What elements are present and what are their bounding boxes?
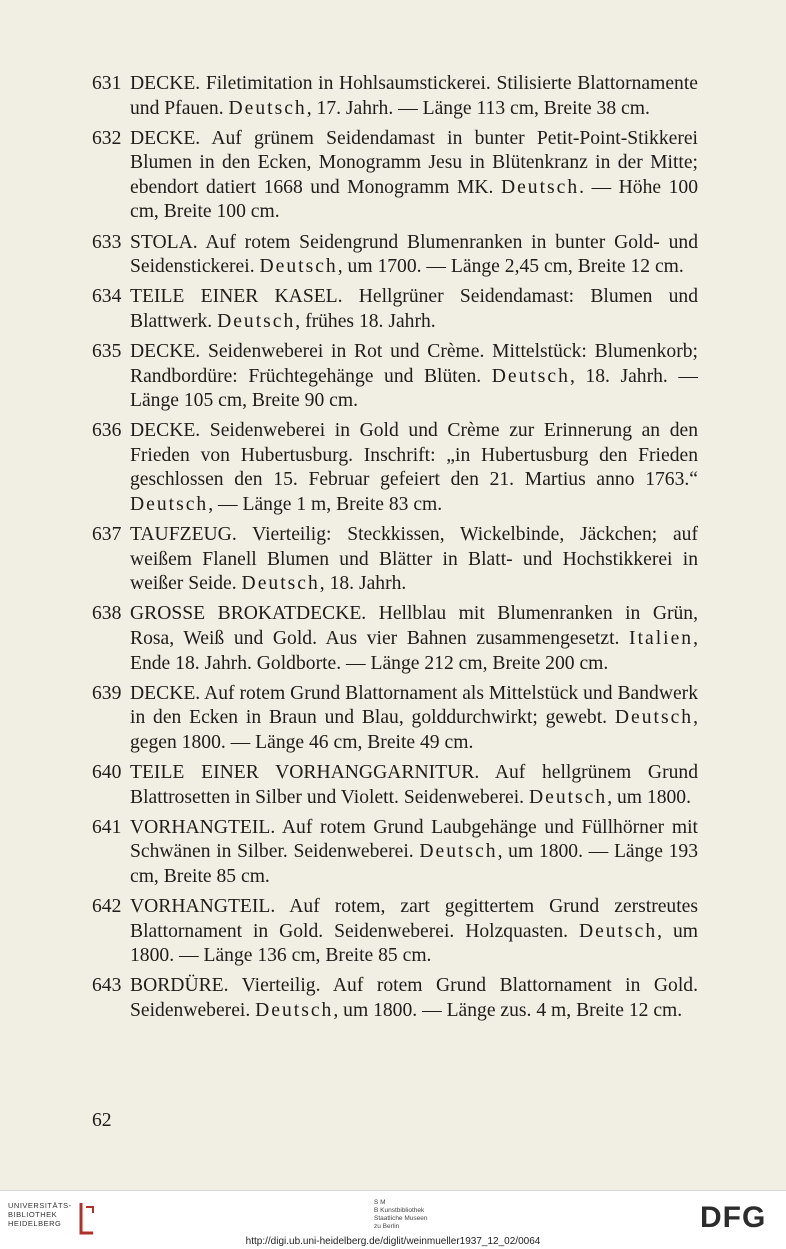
- entry-text: DECKE. Auf rotem Grund Blattornament als Mittelstück und Bandwerk in den Ecken in Braun und Blau, golddurchwirkt; gewebt.: [130, 682, 698, 729]
- catalog-entries: [92, 72, 698, 1029]
- catalog-entry: [92, 602, 698, 676]
- catalog-entry: [92, 816, 698, 890]
- entry-text: , um 1700. — Länge 2,45 cm, Breite 12 cm.: [337, 256, 684, 278]
- entry-text: BORDÜRE. Vierteilig. Auf rotem Grund Blattornament in Gold. Seidenweberei.: [130, 975, 698, 1021]
- entry-number: 636: [92, 420, 122, 442]
- entry-origin: Deutsch: [228, 97, 307, 119]
- entry-number: 639: [92, 682, 122, 704]
- entry-text: TEILE EINER VORHANGGARNITUR. Auf hellgrünem Grund Blattrosetten in Silber und Violett. Seidenweberei.: [130, 761, 698, 808]
- entry-text: GROSSE BROKATDECKE. Hellblau mit Blumenranken in Grün, Rosa, Weiß und Gold. Aus vier Bahnen zusammengesetzt.: [130, 603, 698, 649]
- entry-text: , 18. Jahrh.: [319, 573, 407, 595]
- entry-origin: Deutsch: [419, 841, 498, 863]
- entry-text: . — Höhe 100 cm, Breite 100 cm.: [130, 176, 698, 223]
- entry-number: 631: [92, 73, 122, 94]
- entry-number: 643: [92, 975, 122, 997]
- entry-number: 633: [92, 231, 122, 253]
- entry-origin: Deutsch: [528, 786, 608, 808]
- entry-number: 642: [92, 895, 122, 917]
- entry-text: , gegen 1800. — Länge 46 cm, Breite 49 cm.: [130, 707, 698, 753]
- entry-text: DECKE. Seidenweberei in Gold und Crème zur Erinnerung an den Frieden von Hubertusburg. Inschrift: „in Hubertusburg den Frieden geschlossen den 15. Februar gefeiert den 21. Martius anno 1763.“: [130, 420, 698, 491]
- entry-text: , um 1800. — Länge zus. 4 m, Breite 12 cm.: [333, 999, 683, 1021]
- catalog-entry: [92, 419, 698, 517]
- entry-text: TEILE EINER KASEL. Hellgrüner Seidendamast: Blumen und Blattwerk.: [130, 286, 698, 332]
- catalog-entry: [92, 682, 698, 756]
- entry-number: 641: [92, 816, 122, 838]
- entry-origin: Deutsch: [255, 999, 334, 1021]
- catalog-entry: [92, 974, 698, 1023]
- catalog-entry: [92, 895, 698, 969]
- entry-origin: Italien: [629, 627, 694, 649]
- entry-number: 632: [92, 127, 122, 149]
- entry-text: TAUFZEUG. Vierteilig: Steckkissen, Wickelbinde, Jäckchen; auf weißem Flanell Blumen und Blätter in Blatt- und Hochstikkerei in weißer Seide.: [130, 524, 698, 595]
- entry-origin: Deutsch: [217, 310, 296, 332]
- catalog-entry: [92, 285, 698, 334]
- entry-number: 634: [92, 286, 122, 308]
- entry-text: , — Länge 1 m, Breite 83 cm.: [208, 494, 443, 515]
- entry-origin: Deutsch: [614, 707, 694, 729]
- catalog-entry: [92, 72, 698, 121]
- entry-origin: Deutsch: [259, 256, 338, 278]
- catalog-entry: [92, 231, 698, 280]
- entry-text: DECKE. Seidenweberei in Rot und Crème. Mittelstück: Blumenkorb; Randbordüre: Früchtegehänge und Blüten.: [130, 340, 698, 387]
- catalog-entry: [92, 761, 698, 810]
- university-library-logo[interactable]: [8, 1201, 98, 1237]
- catalog-entry: [92, 127, 698, 225]
- dfg-logo[interactable]: DFG: [700, 1201, 767, 1234]
- entry-number: 638: [92, 603, 122, 625]
- entry-number: 637: [92, 524, 122, 546]
- entry-number: 640: [92, 761, 122, 783]
- entry-text: STOLA. Auf rotem Seidengrund Blumenranken in bunter Gold- und Seidenstickerei.: [130, 231, 698, 278]
- entry-origin: Deutsch: [241, 573, 320, 595]
- catalog-entry: [92, 340, 698, 414]
- entry-text: , um 1800. — Länge 136 cm, Breite 85 cm.: [130, 920, 698, 967]
- entry-text: , 18. Jahrh. — Länge 105 cm, Breite 90 cm.: [130, 365, 698, 412]
- permalink-url[interactable]: http://digi.ub.uni-heidelberg.de/diglit/weinmueller1937_12_02/0064: [245, 1236, 541, 1247]
- entry-text: VORHANGTEIL. Auf rotem Grund Laubgehänge und Füllhörner mit Schwänen in Silber. Seidenweberei.: [130, 816, 698, 863]
- museum-stamp: S M B Kunstbibliothek Staatliche Museen zu Berlin: [374, 1199, 428, 1230]
- entry-origin: Deutsch: [578, 920, 658, 942]
- entry-text: VORHANGTEIL. Auf rotem, zart gegittertem Grund zerstreutes Blattornament in Gold. Seidenweberei. Holzquasten.: [130, 895, 698, 942]
- catalog-entry: [92, 523, 698, 597]
- entry-origin: Deutsch: [500, 176, 580, 198]
- library-name: UNIVERSITÄTS- BIBLIOTHEK HEIDELBERG: [8, 1201, 72, 1228]
- library-emblem-icon: [78, 1201, 96, 1235]
- entry-text: DECKE. Filetimitation in Hohlsaumstickerei. Stilisierte Blattornamente und Pfauen.: [130, 73, 698, 119]
- page-number: 62: [92, 1110, 112, 1131]
- entry-text: , um 1800.: [607, 786, 692, 808]
- entry-number: 635: [92, 340, 122, 362]
- entry-origin: Deutsch: [491, 365, 570, 387]
- entry-text: , 17. Jahrh. — Länge 113 cm, Breite 38 cm.: [306, 97, 650, 119]
- entry-text: , Ende 18. Jahrh. Goldborte. — Länge 212 cm, Breite 200 cm.: [130, 627, 698, 674]
- entry-text: DECKE. Auf grünem Seidendamast in bunter Petit-Point-Stikkerei Blumen in den Ecken, Monogramm Jesu in Blütenkranz in der Mitte; ebendort datiert 1668 und Monogramm MK.: [130, 127, 698, 198]
- entry-origin: Deutsch: [130, 494, 209, 515]
- entry-text: , um 1800. — Länge 193 cm, Breite 85 cm.: [130, 841, 698, 887]
- entry-text: , frühes 18. Jahrh.: [295, 310, 436, 332]
